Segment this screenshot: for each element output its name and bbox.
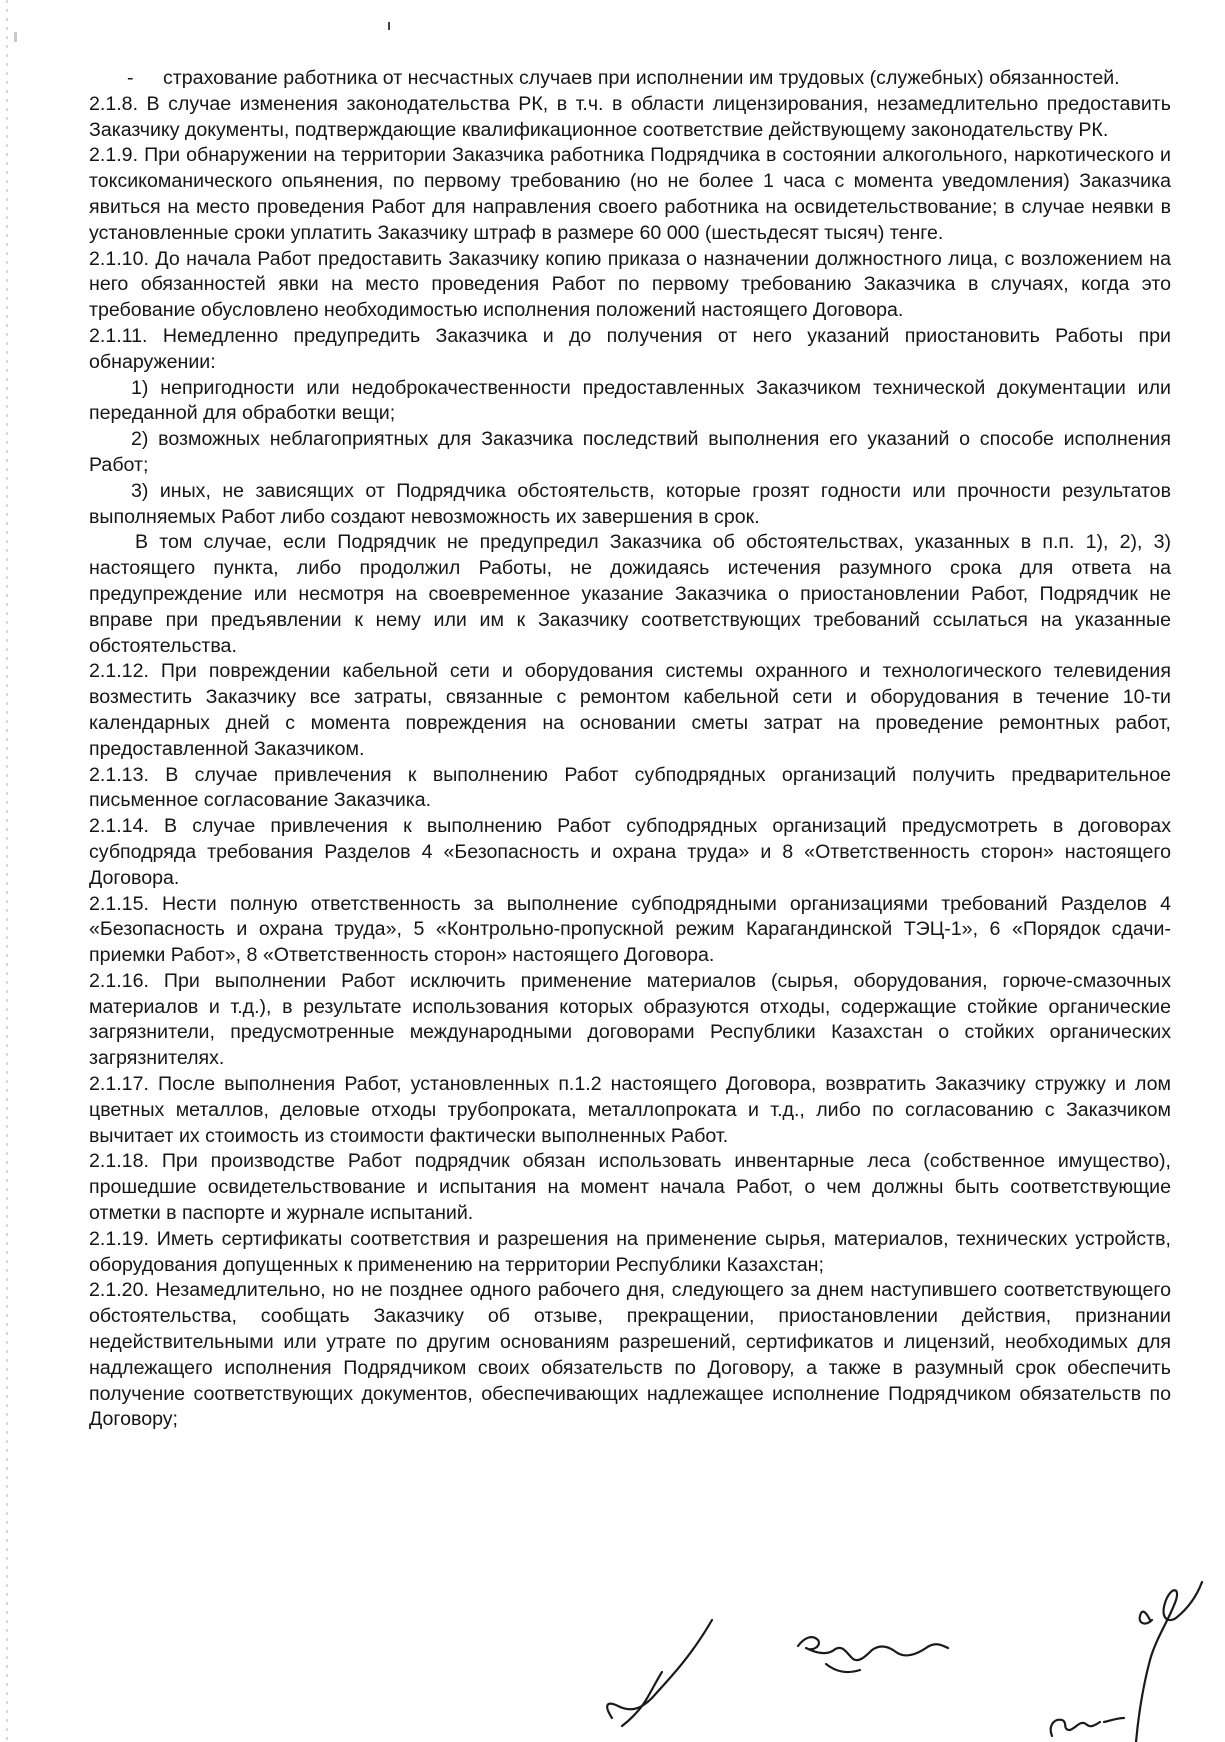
signatures-svg bbox=[0, 1560, 1225, 1742]
clause-2-1-12: 2.1.12. При повреждении кабельной сети и оборудования системы охранного и технологического телевидения возместить Заказчику все затраты, связанные с ремонтом кабельной сети и оборудования в течение 10-ти календарных дней с момента повреждения на основании сметы затрат на проведение ремонтных работ, предоставленной Заказчиком. bbox=[89, 660, 1171, 760]
clause-2-1-13: 2.1.13. В случае привлечения к выполнению Работ субподрядных организаций получить предварительное письменное согласование Заказчика. bbox=[89, 763, 1171, 812]
scan-edge bbox=[6, 0, 8, 1742]
signature-3 bbox=[1051, 1582, 1202, 1742]
clause-2-1-16: 2.1.16. При выполнении Работ исключить применение материалов (сырья, оборудования, горюче-смазочных материалов и т.д.), в результате использования которых образуются отходы, содержащие стойкие органические загрязнители, предусмотренные международными договорами Республики Казахстан о стойких органических загрязнителях. bbox=[89, 969, 1171, 1070]
clause-2-1-11-item-1: 1) непригодности или недоброкачественности предоставленных Заказчиком технической документации или переданной для обработки вещи; bbox=[89, 376, 1171, 425]
bullet-dash: - bbox=[127, 67, 134, 89]
list-item-insurance bbox=[89, 66, 1171, 92]
clause-2-1-18: 2.1.18. При производстве Работ подрядчик обязан использовать инвентарные леса (собственное имущество), прошедшие освидетельствование и испытания на момент начала Работ, о чем должны быть соответствующие отметки в паспорте и журнале испытаний. bbox=[89, 1150, 1171, 1225]
paragraph-text: страхование работника от несчастных случаев при исполнении им трудовых (служебных) обязанностей. bbox=[163, 67, 1120, 89]
clause-2-1-11-item-3: 3) иных, не зависящих от Подрядчика обстоятельств, которые грозят годности или прочности результатов выполняемых Работ либо создают невозможность их завершения в срок. bbox=[89, 479, 1171, 528]
clause-2-1-19: 2.1.19. Иметь сертификаты соответствия и разрешения на применение сырья, материалов, технических устройств, оборудования допущенных к применению на территории Республики Казахстан; bbox=[89, 1227, 1171, 1276]
scan-mark bbox=[14, 32, 17, 42]
clause-2-1-15: 2.1.15. Нести полную ответственность за выполнение субподрядными организациями требований Разделов 4 «Безопасность и охрана труда», 5 «Контрольно-пропускной режим Карагандинской ТЭЦ-1», 6 «Порядок сдачи-приемки Работ», 8 «Ответственность сторон» настоящего Договора. bbox=[89, 892, 1171, 967]
clause-2-1-11: 2.1.11. Немедленно предупредить Заказчика и до получения от него указаний приостановить Работы при обнаружении: bbox=[89, 324, 1171, 373]
clause-2-1-10: 2.1.10. До начала Работ предоставить Заказчику копию приказа о назначении должностного лица, с возложением на него обязанностей явки на место проведения Работ по первому требованию Заказчика в случаях, когда это требование обусловлено необходимостью исполнения положений настоящего Договора. bbox=[89, 247, 1171, 322]
clause-2-1-14: 2.1.14. В случае привлечения к выполнению Работ субподрядных организаций предусмотреть в договорах субподряда требования Разделов 4 «Безопасность и охрана труда» и 8 «Ответственность сторон» настоящего Договора. bbox=[89, 815, 1171, 889]
signatures-area bbox=[0, 1560, 1225, 1742]
clause-2-1-11-item-2: 2) возможных неблагоприятных для Заказчика последствий выполнения его указаний о способе исполнения Работ; bbox=[89, 428, 1171, 476]
clause-2-1-11-continuation: В том случае, если Подрядчик не предупредил Заказчика об обстоятельствах, указанных в п.п. 1), 2), 3) настоящего пункта, либо продолжил Работы, не дожидаясь истечения разумного срока для ответа на предупреждение или несмотря на своевременное указание Заказчика о приостановлении Работ, Подрядчик не вправе при предъявлении к нему или им к Заказчику соответствующих требований ссылаться на указанные обстоятельства. bbox=[89, 531, 1171, 657]
signature-2 bbox=[798, 1637, 948, 1672]
clause-2-1-20: 2.1.20. Незамедлительно, но не позднее одного рабочего дня, следующего за днем наступившего соответствующего обстоятельства, сообщать Заказчику об отзыве, прекращении, приостановлении действия, признании недействительными или утрате по другим основаниям разрешений, сертификатов и лицензий, необходимых для надлежащего исполнения Подрядчиком своих обязательств по Договору, а также в разумный срок обеспечить получение соответствующих документов, обеспечивающих надлежащее исполнение Подрядчиком обязательств по Договору; bbox=[89, 1279, 1171, 1431]
document-body bbox=[89, 66, 1171, 1433]
signature-1 bbox=[607, 1620, 712, 1726]
clause-2-1-17: 2.1.17. После выполнения Работ, установленных п.1.2 настоящего Договора, возвратить Заказчику стружку и лом цветных металлов, деловые отходы трубопроката, металлопроката и т.д., либо по согласованию с Заказчиком вычитает их стоимость из стоимости фактически выполненных Работ. bbox=[89, 1073, 1171, 1147]
scan-speck bbox=[388, 22, 390, 30]
clause-2-1-9: 2.1.9. При обнаружении на территории Заказчика работника Подрядчика в состоянии алкогольного, наркотического и токсикоманического опьянения, по первому требованию (но не более 1 часа с момента уведомления) Заказчика явиться на место проведения Работ для направления своего работника на освидетельствование; в случае неявки в установленные сроки уплатить Заказчику штраф в размере 60 000 (шестьдесят тысяч) тенге. bbox=[89, 144, 1171, 244]
clause-2-1-8: 2.1.8. В случае изменения законодательства РК, в т.ч. в области лицензирования, незамедлительно предоставить Заказчику документы, подтверждающие квалификационное соответствие действующему законодательству РК. bbox=[89, 92, 1171, 141]
